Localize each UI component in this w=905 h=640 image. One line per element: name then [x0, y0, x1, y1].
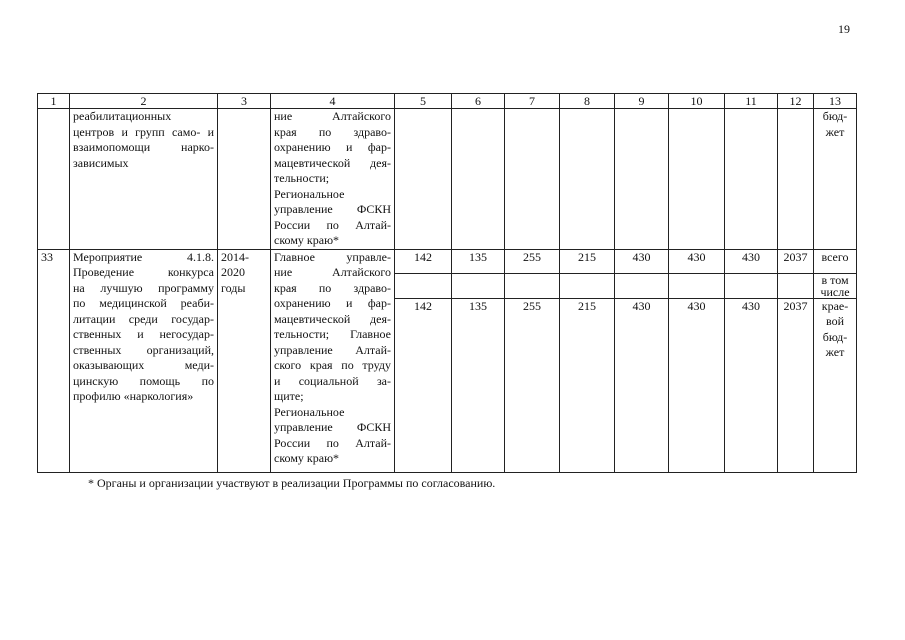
value-cell: 2037 — [778, 298, 814, 472]
cell-line: зависимых — [73, 155, 129, 170]
table-cell — [38, 109, 70, 250]
table-cell — [615, 273, 669, 298]
cell-line: мацевтической дея- — [274, 155, 391, 170]
column-header: 2 — [70, 94, 218, 109]
cell-line: на лучшую программу — [73, 280, 214, 295]
cell-line: и социальной за- — [274, 373, 391, 388]
table-row-continuation — [38, 109, 857, 250]
cell-line: оказывающих меди- — [73, 358, 214, 372]
cell-line: управление ФСКН — [274, 420, 391, 434]
table-cell — [395, 273, 452, 298]
cell-line: ственных и негосудар- — [73, 327, 214, 341]
table-cell — [669, 109, 725, 250]
page-number: 19 — [838, 22, 850, 36]
cell-line: тельности; — [274, 171, 330, 185]
cell-line: ние Алтайского — [274, 265, 391, 279]
column-header: 7 — [505, 94, 560, 109]
table-cell — [669, 273, 725, 298]
cell-line: охранению и фар- — [274, 296, 391, 310]
value-cell: 430 — [615, 298, 669, 472]
table-cell — [725, 109, 778, 250]
funding-source-cell — [814, 109, 857, 250]
cell-line: управление Алтай- — [274, 342, 391, 357]
activity-cell — [70, 249, 218, 472]
column-header: 8 — [560, 94, 615, 109]
table-cell — [560, 109, 615, 250]
table-cell — [452, 109, 505, 250]
cell-line: Главное управле- — [274, 249, 391, 264]
cell-line: России по Алтай- — [274, 217, 391, 232]
table-cell — [778, 109, 814, 250]
value-cell: 142 — [395, 298, 452, 472]
value-cell: 430 — [615, 249, 669, 273]
cell-line: скому краю* — [274, 451, 340, 465]
footnote: * Органы и организации участвуют в реализации Программы по согласованию. — [88, 476, 496, 490]
table-cell — [778, 273, 814, 298]
row-number: 33 — [38, 249, 70, 472]
cell-line: скому краю* — [274, 233, 340, 247]
column-header: 13 — [814, 94, 857, 109]
cell-line: ственных организаций, — [73, 342, 214, 357]
cell-line: охранению и фар- — [274, 140, 391, 154]
executor-cell — [271, 109, 395, 250]
column-header: 3 — [218, 94, 271, 109]
table-cell — [725, 273, 778, 298]
table-cell — [218, 109, 271, 250]
cell-line: 2020 — [221, 265, 245, 279]
cell-line: бюд- — [822, 329, 848, 344]
cell-line: реабилитационных — [73, 109, 172, 123]
activity-cell — [70, 109, 218, 250]
program-table — [37, 93, 857, 473]
cell-line: щите; — [274, 389, 304, 403]
table-cell — [615, 109, 669, 250]
value-cell: 255 — [505, 298, 560, 472]
cell-line: вой — [825, 314, 844, 328]
funding-source-cell — [814, 298, 857, 472]
value-cell: 142 — [395, 249, 452, 273]
value-cell: 135 — [452, 298, 505, 472]
cell-line: профилю «наркология» — [73, 389, 194, 403]
header-row — [38, 94, 857, 109]
cell-line: по медицинской реаби- — [73, 296, 214, 310]
cell-line: мацевтической дея- — [274, 311, 391, 326]
column-header: 9 — [615, 94, 669, 109]
column-header: 12 — [778, 94, 814, 109]
cell-line: Мероприятие 4.1.8. — [73, 249, 214, 264]
value-cell: 430 — [669, 249, 725, 273]
cell-line: центров и групп само- и — [73, 124, 214, 139]
value-cell: 430 — [725, 298, 778, 472]
table-cell — [505, 109, 560, 250]
table-cell — [560, 273, 615, 298]
table-cell — [395, 109, 452, 250]
cell-line: Проведение конкурса — [73, 265, 214, 279]
cell-line: литации среди государ- — [73, 311, 214, 326]
cell-line: годы — [221, 280, 246, 295]
value-cell: 215 — [560, 298, 615, 472]
cell-line: жет — [825, 345, 845, 359]
cell-line: Региональное — [274, 186, 345, 201]
column-header: 1 — [38, 94, 70, 109]
value-cell: 430 — [725, 249, 778, 273]
value-cell: 2037 — [778, 249, 814, 273]
cell-line: жет — [825, 124, 845, 139]
cell-line: России по Алтай- — [274, 435, 391, 450]
funding-label: всего — [814, 249, 857, 273]
cell-line: управление ФСКН — [274, 202, 391, 216]
value-cell: 135 — [452, 249, 505, 273]
table-row-33-total — [38, 249, 857, 273]
value-cell: 255 — [505, 249, 560, 273]
cell-line: ского края по труду — [274, 358, 391, 372]
cell-line: тельности; Главное — [274, 327, 391, 341]
executor-cell — [271, 249, 395, 472]
cell-line: края по здраво- — [274, 124, 391, 139]
column-header: 11 — [725, 94, 778, 109]
column-header: 5 — [395, 94, 452, 109]
cell-line: ние Алтайского — [274, 109, 391, 123]
column-header: 6 — [452, 94, 505, 109]
column-header: 10 — [669, 94, 725, 109]
cell-line: взаимопомощи нарко- — [73, 140, 214, 154]
value-cell: 215 — [560, 249, 615, 273]
value-cell: 430 — [669, 298, 725, 472]
period-cell — [218, 249, 271, 472]
cell-line: бюд- — [822, 109, 848, 123]
cell-line: Региональное — [274, 404, 345, 419]
cell-line: 2014- — [221, 249, 249, 264]
cell-line: края по здраво- — [274, 280, 391, 295]
table-cell — [505, 273, 560, 298]
cell-line: цинскую помощь по — [73, 373, 214, 388]
column-header: 4 — [271, 94, 395, 109]
funding-label: в том числе — [814, 273, 857, 298]
table-cell — [452, 273, 505, 298]
cell-line: крае- — [821, 298, 849, 313]
